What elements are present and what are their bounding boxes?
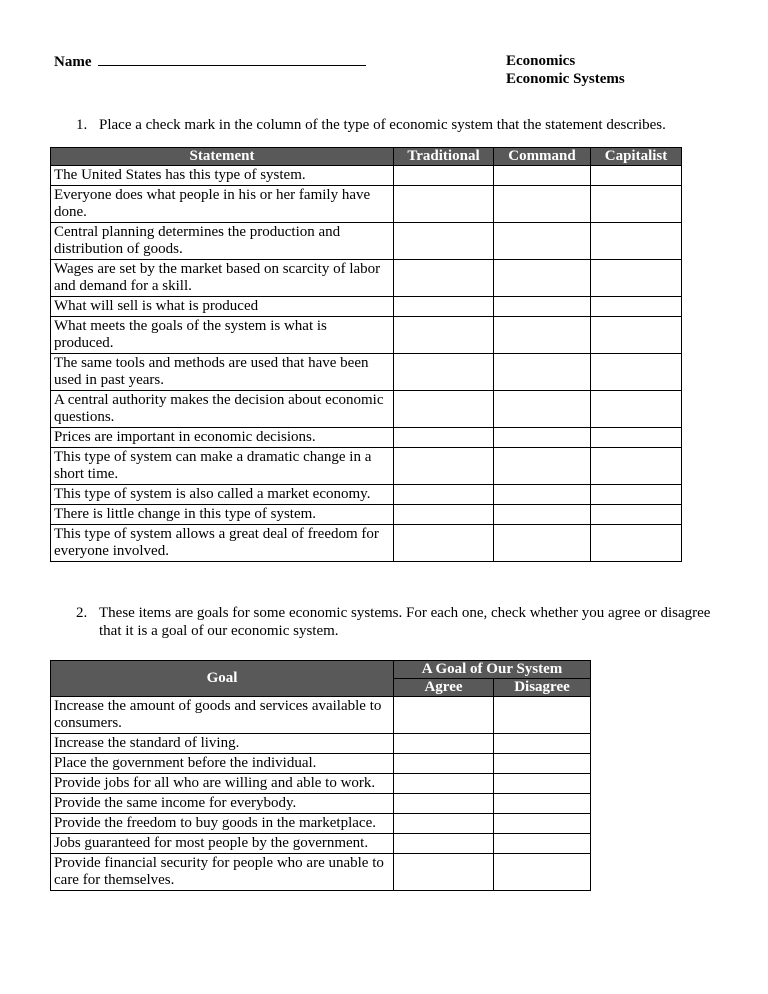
course-subtitle: Economic Systems xyxy=(506,71,625,87)
capitalist-check-cell[interactable] xyxy=(591,525,682,562)
goal-text: Provide financial security for people who are unable to care for themselves. xyxy=(51,854,394,891)
goals-table xyxy=(50,660,591,891)
goal-text: Provide the freedom to buy goods in the marketplace. xyxy=(51,814,394,834)
command-check-cell[interactable] xyxy=(494,428,591,448)
statement-row xyxy=(51,354,682,391)
goals-header-row-1 xyxy=(51,661,591,679)
capitalist-check-cell[interactable] xyxy=(591,297,682,317)
statement-row xyxy=(51,166,682,186)
capitalist-check-cell[interactable] xyxy=(591,166,682,186)
statement-row xyxy=(51,505,682,525)
command-column-header: Command xyxy=(494,148,591,166)
capitalist-check-cell[interactable] xyxy=(591,354,682,391)
statement-row xyxy=(51,485,682,505)
capitalist-check-cell[interactable] xyxy=(591,391,682,428)
statement-text: The United States has this type of system. xyxy=(51,166,394,186)
agree-check-cell[interactable] xyxy=(394,814,494,834)
agree-check-cell[interactable] xyxy=(394,697,494,734)
agree-check-cell[interactable] xyxy=(394,854,494,891)
goal-row xyxy=(51,834,591,854)
command-check-cell[interactable] xyxy=(494,317,591,354)
statement-text: A central authority makes the decision about economic questions. xyxy=(51,391,394,428)
disagree-check-cell[interactable] xyxy=(494,734,591,754)
traditional-check-cell[interactable] xyxy=(394,260,494,297)
statement-text: What meets the goals of the system is what is produced. xyxy=(51,317,394,354)
capitalist-check-cell[interactable] xyxy=(591,448,682,485)
question-2-number: 2. xyxy=(76,605,88,621)
traditional-check-cell[interactable] xyxy=(394,297,494,317)
goal-row xyxy=(51,734,591,754)
command-check-cell[interactable] xyxy=(494,391,591,428)
statement-row xyxy=(51,260,682,297)
traditional-check-cell[interactable] xyxy=(394,485,494,505)
traditional-column-header: Traditional xyxy=(394,148,494,166)
capitalist-check-cell[interactable] xyxy=(591,186,682,223)
goals-table-body xyxy=(51,697,591,891)
agree-check-cell[interactable] xyxy=(394,734,494,754)
traditional-check-cell[interactable] xyxy=(394,525,494,562)
title-block xyxy=(506,52,714,88)
disagree-column-header: Disagree xyxy=(494,679,591,697)
traditional-check-cell[interactable] xyxy=(394,186,494,223)
statement-row xyxy=(51,223,682,260)
agree-check-cell[interactable] xyxy=(394,754,494,774)
disagree-check-cell[interactable] xyxy=(494,854,591,891)
question-1-number: 1. xyxy=(76,117,88,133)
capitalist-check-cell[interactable] xyxy=(591,317,682,354)
disagree-check-cell[interactable] xyxy=(494,794,591,814)
statement-text: Wages are set by the market based on scarcity of labor and demand for a skill. xyxy=(51,260,394,297)
command-check-cell[interactable] xyxy=(494,260,591,297)
capitalist-check-cell[interactable] xyxy=(591,485,682,505)
command-check-cell[interactable] xyxy=(494,505,591,525)
agree-check-cell[interactable] xyxy=(394,794,494,814)
traditional-check-cell[interactable] xyxy=(394,317,494,354)
goal-text: Place the government before the individual. xyxy=(51,754,394,774)
traditional-check-cell[interactable] xyxy=(394,166,494,186)
question-1 xyxy=(54,116,714,134)
capitalist-check-cell[interactable] xyxy=(591,260,682,297)
statement-column-header: Statement xyxy=(51,148,394,166)
goal-row xyxy=(51,697,591,734)
goal-column-header: Goal xyxy=(51,661,394,697)
command-check-cell[interactable] xyxy=(494,186,591,223)
traditional-check-cell[interactable] xyxy=(394,391,494,428)
goal-row xyxy=(51,854,591,891)
disagree-check-cell[interactable] xyxy=(494,774,591,794)
traditional-check-cell[interactable] xyxy=(394,354,494,391)
goal-group-header: A Goal of Our System xyxy=(394,661,591,679)
command-check-cell[interactable] xyxy=(494,166,591,186)
traditional-check-cell[interactable] xyxy=(394,428,494,448)
statement-text: This type of system can make a dramatic change in a short time. xyxy=(51,448,394,485)
agree-column-header: Agree xyxy=(394,679,494,697)
disagree-check-cell[interactable] xyxy=(494,814,591,834)
agree-check-cell[interactable] xyxy=(394,834,494,854)
command-check-cell[interactable] xyxy=(494,525,591,562)
goal-row xyxy=(51,814,591,834)
capitalist-check-cell[interactable] xyxy=(591,505,682,525)
traditional-check-cell[interactable] xyxy=(394,505,494,525)
goal-text: Jobs guaranteed for most people by the government. xyxy=(51,834,394,854)
statement-text: The same tools and methods are used that have been used in past years. xyxy=(51,354,394,391)
goal-text: Provide jobs for all who are willing and able to work. xyxy=(51,774,394,794)
goal-row xyxy=(51,774,591,794)
capitalist-column-header: Capitalist xyxy=(591,148,682,166)
statements-header-row xyxy=(51,148,682,166)
name-label: Name xyxy=(54,54,92,70)
statement-row xyxy=(51,448,682,485)
traditional-check-cell[interactable] xyxy=(394,448,494,485)
statement-row xyxy=(51,297,682,317)
question-2-text: These items are goals for some economic systems. For each one, check whether you agree or disagree that it is a goal of our economic system. xyxy=(99,605,711,639)
traditional-check-cell[interactable] xyxy=(394,223,494,260)
statement-text: Prices are important in economic decisions. xyxy=(51,428,394,448)
document-header xyxy=(54,52,714,88)
goal-text: Provide the same income for everybody. xyxy=(51,794,394,814)
statement-row xyxy=(51,525,682,562)
capitalist-check-cell[interactable] xyxy=(591,223,682,260)
agree-check-cell[interactable] xyxy=(394,774,494,794)
goal-row xyxy=(51,794,591,814)
command-check-cell[interactable] xyxy=(494,448,591,485)
command-check-cell[interactable] xyxy=(494,223,591,260)
statement-text: There is little change in this type of system. xyxy=(51,505,394,525)
question-2 xyxy=(54,604,714,640)
goal-row xyxy=(51,754,591,774)
statement-text: What will sell is what is produced xyxy=(51,297,394,317)
goal-text: Increase the standard of living. xyxy=(51,734,394,754)
statement-row xyxy=(51,428,682,448)
command-check-cell[interactable] xyxy=(494,297,591,317)
statements-table-body xyxy=(51,166,682,562)
goal-text: Increase the amount of goods and services available to consumers. xyxy=(51,697,394,734)
economic-systems-table xyxy=(50,147,682,562)
statement-row xyxy=(51,317,682,354)
statement-text: This type of system allows a great deal of freedom for everyone involved. xyxy=(51,525,394,562)
question-1-text: Place a check mark in the column of the type of economic system that the statement describes. xyxy=(99,117,666,133)
command-check-cell[interactable] xyxy=(494,485,591,505)
course-title: Economics xyxy=(506,53,576,69)
statement-text: Everyone does what people in his or her family have done. xyxy=(51,186,394,223)
statement-text: This type of system is also called a market economy. xyxy=(51,485,394,505)
disagree-check-cell[interactable] xyxy=(494,834,591,854)
disagree-check-cell[interactable] xyxy=(494,754,591,774)
statement-row xyxy=(51,186,682,223)
capitalist-check-cell[interactable] xyxy=(591,428,682,448)
name-field xyxy=(54,52,366,71)
name-blank-line xyxy=(98,52,366,66)
statement-text: Central planning determines the production and distribution of goods. xyxy=(51,223,394,260)
statement-row xyxy=(51,391,682,428)
command-check-cell[interactable] xyxy=(494,354,591,391)
disagree-check-cell[interactable] xyxy=(494,697,591,734)
